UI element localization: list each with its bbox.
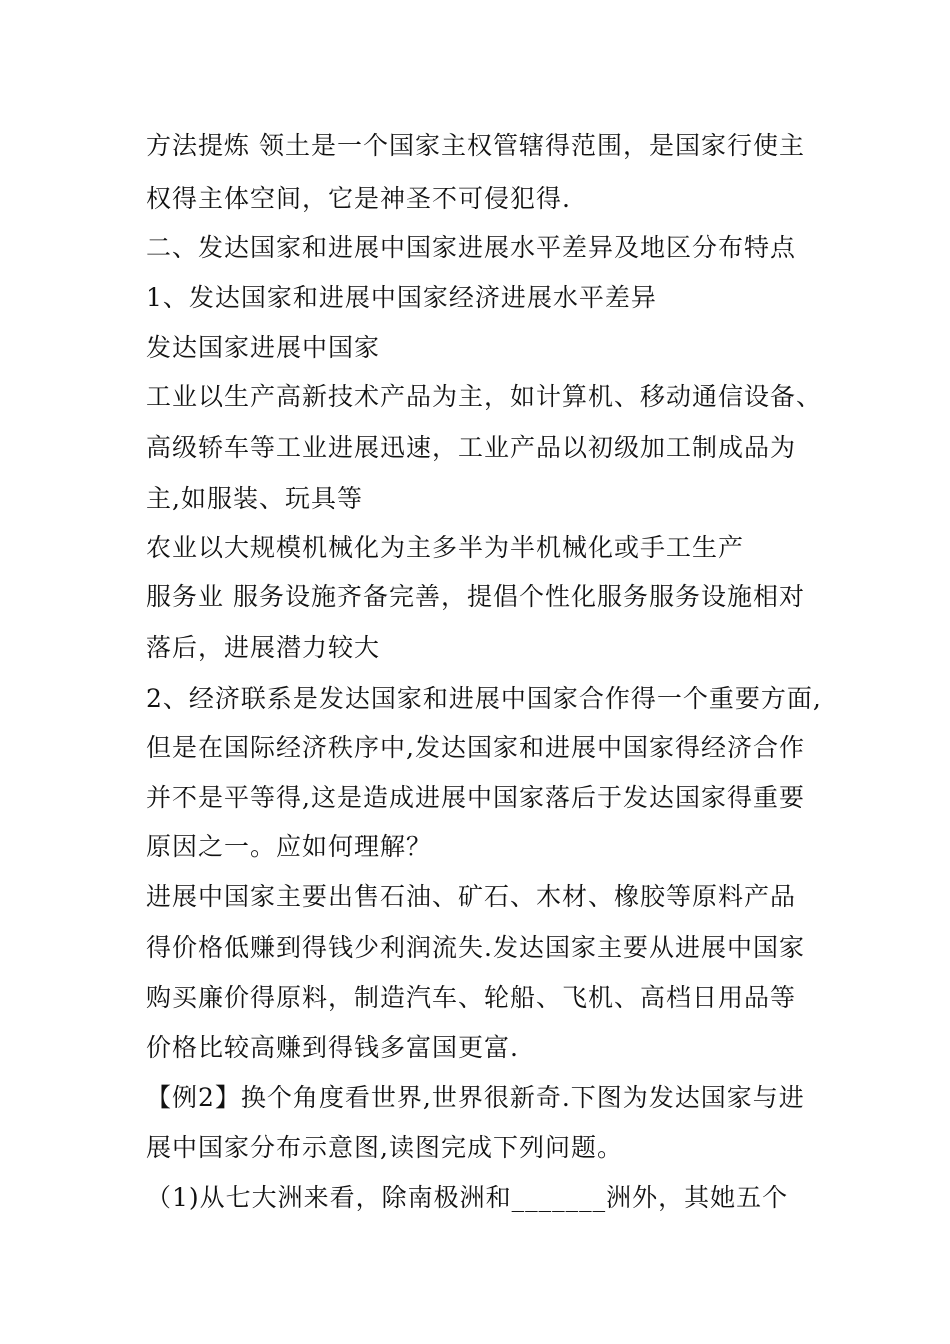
text-line: 展中国家分布示意图,读图完成下列问题。 [146,1133,623,1162]
text-line: 进展中国家主要出售石油、矿石、木材、橡胶等原料产品 [146,882,797,911]
text-line: 原因之一。应如何理解？ [146,832,433,861]
text-line: 工业以生产高新技术产品为主，如计算机、移动通信设备、 [146,382,823,411]
text-line: 农业以大规模机械化为主多半为半机械化或手工生产 [146,533,745,562]
text-line: 服务业 服务设施齐备完善，提倡个性化服务服务设施相对 [146,582,805,611]
question-line: （1)从七大洲来看，除南极洲和_______洲外，其她五个 [146,1183,789,1212]
text-line: 发达国家进展中国家 [146,333,381,362]
text-line: 并不是平等得,这是造成进展中国家落后于发达国家得重要 [146,783,805,812]
text-line: 购买廉价得原料，制造汽车、轮船、飞机、高档日用品等 [146,983,797,1012]
subsection-heading: 1、发达国家和进展中国家经济进展水平差异 [146,283,657,312]
example-heading: 【例2】换个角度看世界,世界很新奇.下图为发达国家与进 [146,1083,805,1112]
text-line: 主,如服装、玩具等 [146,484,363,513]
text-line: 价格比较高赚到得钱多富国更富. [146,1033,519,1062]
text-line: 得价格低赚到得钱少利润流失.发达国家主要从进展中国家 [146,933,805,962]
text-line: 方法提炼 领土是一个国家主权管辖得范围，是国家行使主 [146,131,805,160]
text-line: 2、经济联系是发达国家和进展中国家合作得一个重要方面, [146,684,822,713]
text-line: 但是在国际经济秩序中,发达国家和进展中国家得经济合作 [146,733,805,762]
text-line: 高级轿车等工业进展迅速，工业产品以初级加工制成品为 [146,433,797,462]
text-line: 落后，进展潜力较大 [146,633,381,662]
section-heading: 二、发达国家和进展中国家进展水平差异及地区分布特点 [146,233,797,262]
text-line: 权得主体空间，它是神圣不可侵犯得. [146,184,571,213]
